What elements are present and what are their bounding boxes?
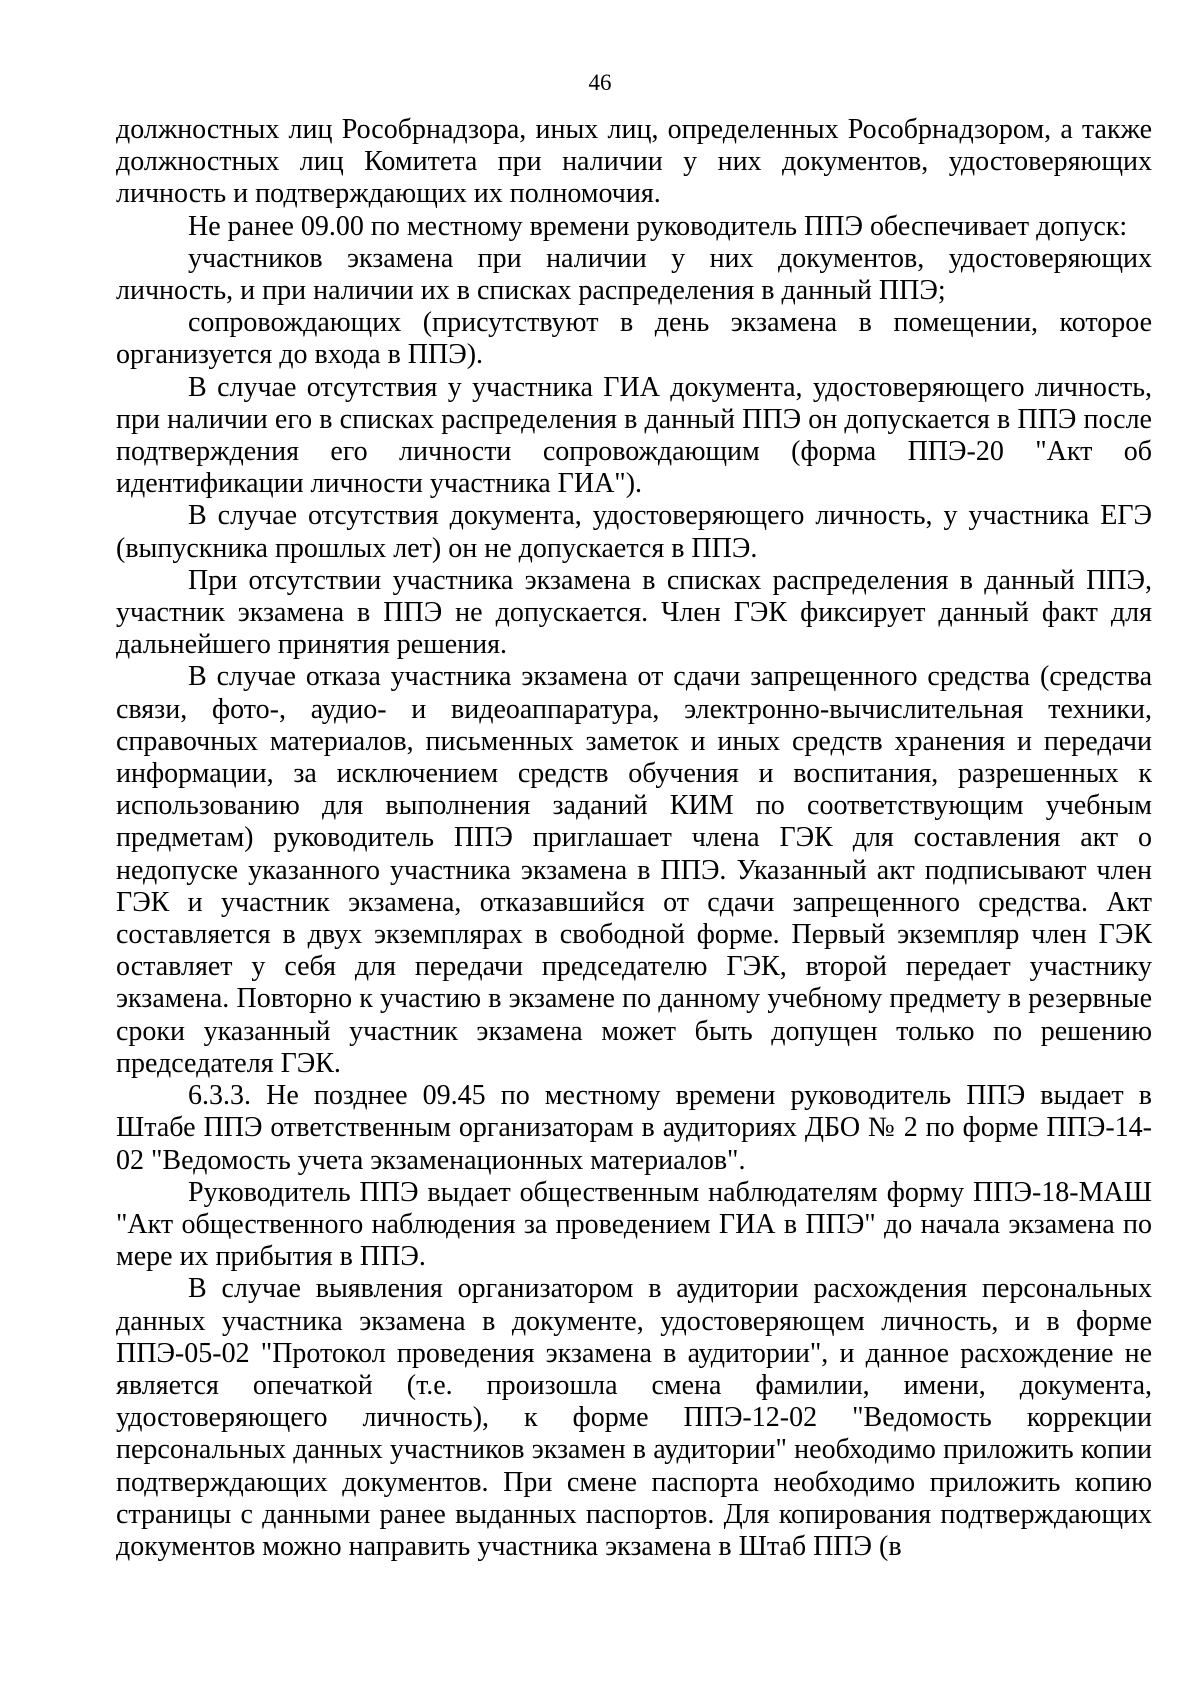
document-body — [116, 114, 1152, 1563]
paragraph-data-discrepancy: В случае выявления организатором в аудитории расхождения персональных данных участника экзамена в документе, удостоверяющем личность, и в форме ППЭ-05-02 "Протокол проведения экзамена в аудитории", и данное расхождение не является опечаткой (т.е. произошла смена фамилии, имени, документа, удостоверяющего личность), к форме ППЭ-12-02 "Ведомость коррекции персональных данных участников экзамен в аудитории" необходимо приложить копии подтверждающих документов. При смене паспорта необходимо приложить копию страницы с данными ранее выданных паспортов. Для копирования подтверждающих документов можно направить участника экзамена в Штаб ППЭ (в — [116, 1273, 1152, 1562]
paragraph-ege-no-document: В случае отсутствия документа, удостоверяющего личность, у участника ЕГЭ (выпускника прошлых лет) он не допускается в ППЭ. — [116, 500, 1152, 564]
paragraph-not-in-lists: При отсутствии участника экзамена в списках распределения в данный ППЭ, участник экзамена в ППЭ не допускается. Член ГЭК фиксирует данный факт для дальнейшего принятия решения. — [116, 564, 1152, 661]
page-number: 46 — [588, 70, 612, 95]
paragraph-prohibited-items: В случае отказа участника экзамена от сдачи запрещенного средства (средства связи, фото-, аудио- и видеоаппаратура, электронно-вычислительная техники, справочных материалов, письменных заметок и иных средств хранения и передачи информации, за исключением средств обучения и воспитания, разрешенных к использованию для выполнения заданий КИМ по соответствующим учебным предметам) руководитель ППЭ приглашает члена ГЭК для составления акт о недопуске указанного участника экзамена в ППЭ. Указанный акт подписывают член ГЭК и участник экзамена, отказавшийся от сдачи запрещенного средства. Акт составляется в двух экземплярах в свободной форме. Первый экземпляр член ГЭК оставляет у себя для передачи председателю ГЭК, второй передает участнику экзамена. Повторно к участию в экзамене по данному учебному предмету в резервные сроки указанный участник экзамена может быть допущен только по решению председателя ГЭК. — [116, 661, 1152, 1079]
paragraph-section-6-3-3: 6.3.3. Не позднее 09.45 по местному времени руководитель ППЭ выдает в Штабе ППЭ ответственным организаторам в аудиториях ДБО № 2 по форме ППЭ-14-02 "Ведомость учета экзаменационных материалов". — [116, 1080, 1152, 1176]
paragraph-observers: Руководитель ППЭ выдает общественным наблюдателям форму ППЭ-18-МАШ "Акт общественного наблюдения за проведением ГИА в ППЭ" до начала экзамена по мере их прибытия в ППЭ. — [116, 1176, 1152, 1273]
paragraph-escorts: сопровождающих (присутствуют в день экзамена в помещении, которое организуется до входа в ППЭ). — [116, 307, 1152, 371]
paragraph-participants: участников экзамена при наличии у них документов, удостоверяющих личность, и при наличии их в списках распределения в данный ППЭ; — [116, 242, 1152, 307]
paragraph-admission-intro: Не ранее 09.00 по местному времени руководитель ППЭ обеспечивает допуск: — [188, 210, 1128, 242]
paragraph-gia-no-document: В случае отсутствия у участника ГИА документа, удостоверяющего личность, при наличии его в списках распределения в данный ППЭ он допускается в ППЭ после подтверждения его личности сопровождающим (форма ППЭ-20 "Акт об идентификации личности участника ГИА"). — [116, 371, 1152, 500]
paragraph-continuation: должностных лиц Рособрнадзора, иных лиц, определенных Рособрнадзором, а также должностных лиц Комитета при наличии у них документов, удостоверяющих личность и подтверждающих их полномочия. — [116, 114, 1152, 210]
